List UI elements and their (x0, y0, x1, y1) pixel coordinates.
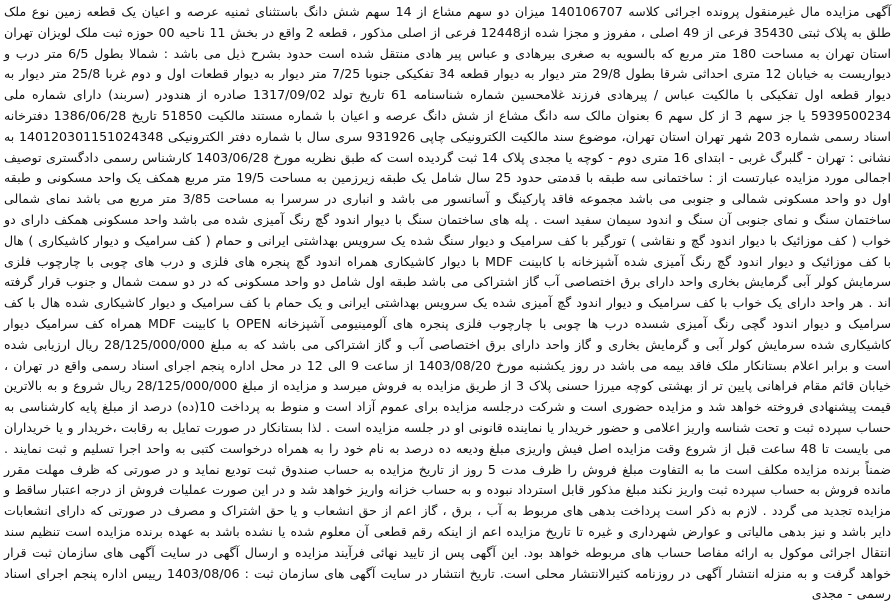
auction-notice-body: آگهی مزایده مال غیرمنقول پرونده اجرائی کلاسه 140106707 میزان دو سهم مشاع از 14 سهم شش دانگ باستثنای ثمنیه عرصه و اعیان یک قطعه زمین نوع ملک طلق به پلاک ثبتی 35430 فرعی از 49 اصلی ، مفروز و مجزا شده از12448 فرعی از اصلی مذکور ، قطعه 2 واقع در بخش 11 ناحیه 00 حوزه ثبت ملک لویزان تهران استان تهران به مساحت 180 متر مربع که بالسویه به صغری بیرهادی و عباس پیر هادی منتقل شده است حدود بشرح ذیل می باشد : شمالا بطول 6/5 متر درب و دیواریست به خیابان 12 متری احداثی شرقا بطول 29/8 متر دیوار به دیوار قطعه 34 تفکیکی جنوبا 7/25 متر دیوار به دیوار قطعات اول و دوم غربا 25/8 متر دیوار به دیوار قطعه اول تفکیکی با مالکیت عباس / پیرهادی فرزند غلامحسین شماره شناسنامه 61 تاریخ تولد 1317/09/02 صادره از هندودر (سربند) دارای شماره ملی 5939500234 یا جز سهم 3 از کل سهم 6 بعنوان مالک سه دانگ مشاع از شش دانگ عرصه و اعیان با شماره مستند مالکیت 51850 تاریخ 1386/06/28 دفترخانه اسناد رسمی شماره 203 شهر تهران استان تهران، موضوع سند مالکیت الکترونیکی چاپی 931926 سری سال با شماره دفتر الکترونیکی 140120301151024348 به نشانی : تهران - گلبرگ غربی - ابتدای 16 متری دوم - کوچه یا مجدی پلاک 14 ثبت گردیده است که طبق نظریه مورخ 1403/06/28 کارشناس رسمی دادگستری توصیف اجمالی مورد مزایده عبارتست از : ساختمانی سه طبقه با قدمتی حدود 25 سال شامل یک طبقه زیرزمین به مساحت 19/5 متر مربع همکف یک واحد مسکونی و طبقه اول دو واحد مسکونی شمالی و جنوبی می باشد مجموعه فاقد پارکینگ و آسانسور می باشد و انباری در سرسرا به مساحت 3/85 متر مربع می باشد نمای شمالی ساختمان سنگ و نمای جنوبی آن سنگ و اندود سیمان سفید است . پله های ساختمان سنگ با دیوار اندود گچ رنگ آمیزی شده می باشد واحد مسکونی همکف دارای دو خواب ( کف موزائیک با دیوار اندود گچ و نقاشی ) تورگیر با کف سرامیک و دیوار سنگ شده یک سرویس بهداشتی ایرانی و حمام ( کف سرامیک و دیوار کاشیکاری ) هال با کف موزائیک و دیوار اندود گچ رنگ آمیزی شده آشپزخانه با کابینت MDF با دیوار کاشیکاری همراه اندود گچ پنجره های فلزی و درب های چوبی با چارچوب فلزی سرمایش کولر آبی گرمایش بخاری واحد دارای برق اختصاصی آب گاز اشتراکی می باشد طبقه اول شامل دو واحد مسکونی که در دو سمت شمال و جنوب قرار گرفته اند . هر واحد دارای یک خواب با کف سرامیک و دیوار اندود گچ آمیزی شده یک سرویس بهداشتی ایرانی و یک حمام با کف سرامیک و دیوار کاشیکاری شده هال با کف سرامیک و دیوار اندود گچی رنگ آمیزی شسده درب ها چوبی با چارچوب فلزی پنجره های آلومینیومی آشپزخانه OPEN با کابینت MDF همراه کف سرامیک دیوار کاشیکاری شده سرمایش کولر آبی و گرمایش بخاری و گاز واحد دارای برق اختصاصی آب و گاز اشتراکی می باشد که به مبلغ 28/125/000/000 ریال ارزیابی شده است و برابر اعلام بستانکار ملک فاقد بیمه می باشد در روز یکشنبه مورخ 1403/08/20 از ساعت 9 الی 12 در محل اداره پنجم اجرای اسناد رسمی واقع در تهران ، خیابان قائم مقام فراهانی پایین تر از بهشتی کوچه میرزا حسنی پلاک 3 از طریق مزایده به فروش میرسد و مزایده از مبلغ 28/125/000/000 ریال شروع و به بالاترین قیمت پیشنهادی فروخته خواهد شد و مزایده حضوری است و شرکت درجلسه مزایده برای عموم آزاد است و منوط به پرداخت 10(ده) درصد از مبلغ پایه کارشناسی به حساب سپرده ثبت و تحت شناسه واریز اعلامی و حضور خریدار یا نماینده قانونی او در جلسه مزایده است . لذا بستانکار در صورت تمایل به رقابت ،خریدار و یا خریداران می بایست تا 48 ساعت قبل از شروع وقت مزایده اصل فیش واریزی مبلغ ودیعه ده درصد به نام خود را به همراه درخواست کتبی به واحد اجرا تسلیم و ثبت نمایند . ضمناً برنده مزایده مکلف است ما به التفاوت مبلغ فروش را ظرف مدت 5 روز از تاریخ مزایده به حساب صندوق ثبت تودیع نماید و در صورتی که ظرف مهلت مقرر مانده فروش به حساب سپرده ثبت واریز نکند مبلغ مذکور قابل استرداد نبوده و به حساب خزانه واریز خواهد شد و در این صورت عملیات فروش از درجه اعتبار ساقط و مزایده تجدید می گردد . لازم به ذکر است پرداخت بدهی های مربوط به آب ، برق ، گاز اعم از حق انشعاب و یا حق اشتراک و مصرف در صورتی که دارای انشعابات دایر باشد و نیز بدهی مالیاتی و عوارض شهرداری و غیره تا تاریخ مزایده اعم از اینکه رقم قطعی آن معلوم شده یا نشده باشد به عهده برنده مزایده است تنظیم سند انتقال اجرائی موکول به ارائه مفاصا حساب های مربوطه خواهد بود. این آگهی پس از تایید نهائی فرآیند مزایده و ارسال آگهی در سایت آگهی های سازمان ثبت قرار خواهد گرفت و به منزله انتشار آگهی در روزنامه کثیرالانتشار محلی است. تاریخ انتشار در سایت آگهی های سازمان ثبت : 1403/08/06 رییس اداره پنجم اجرای اسناد رسمی - مجدی (4, 4, 892, 602)
